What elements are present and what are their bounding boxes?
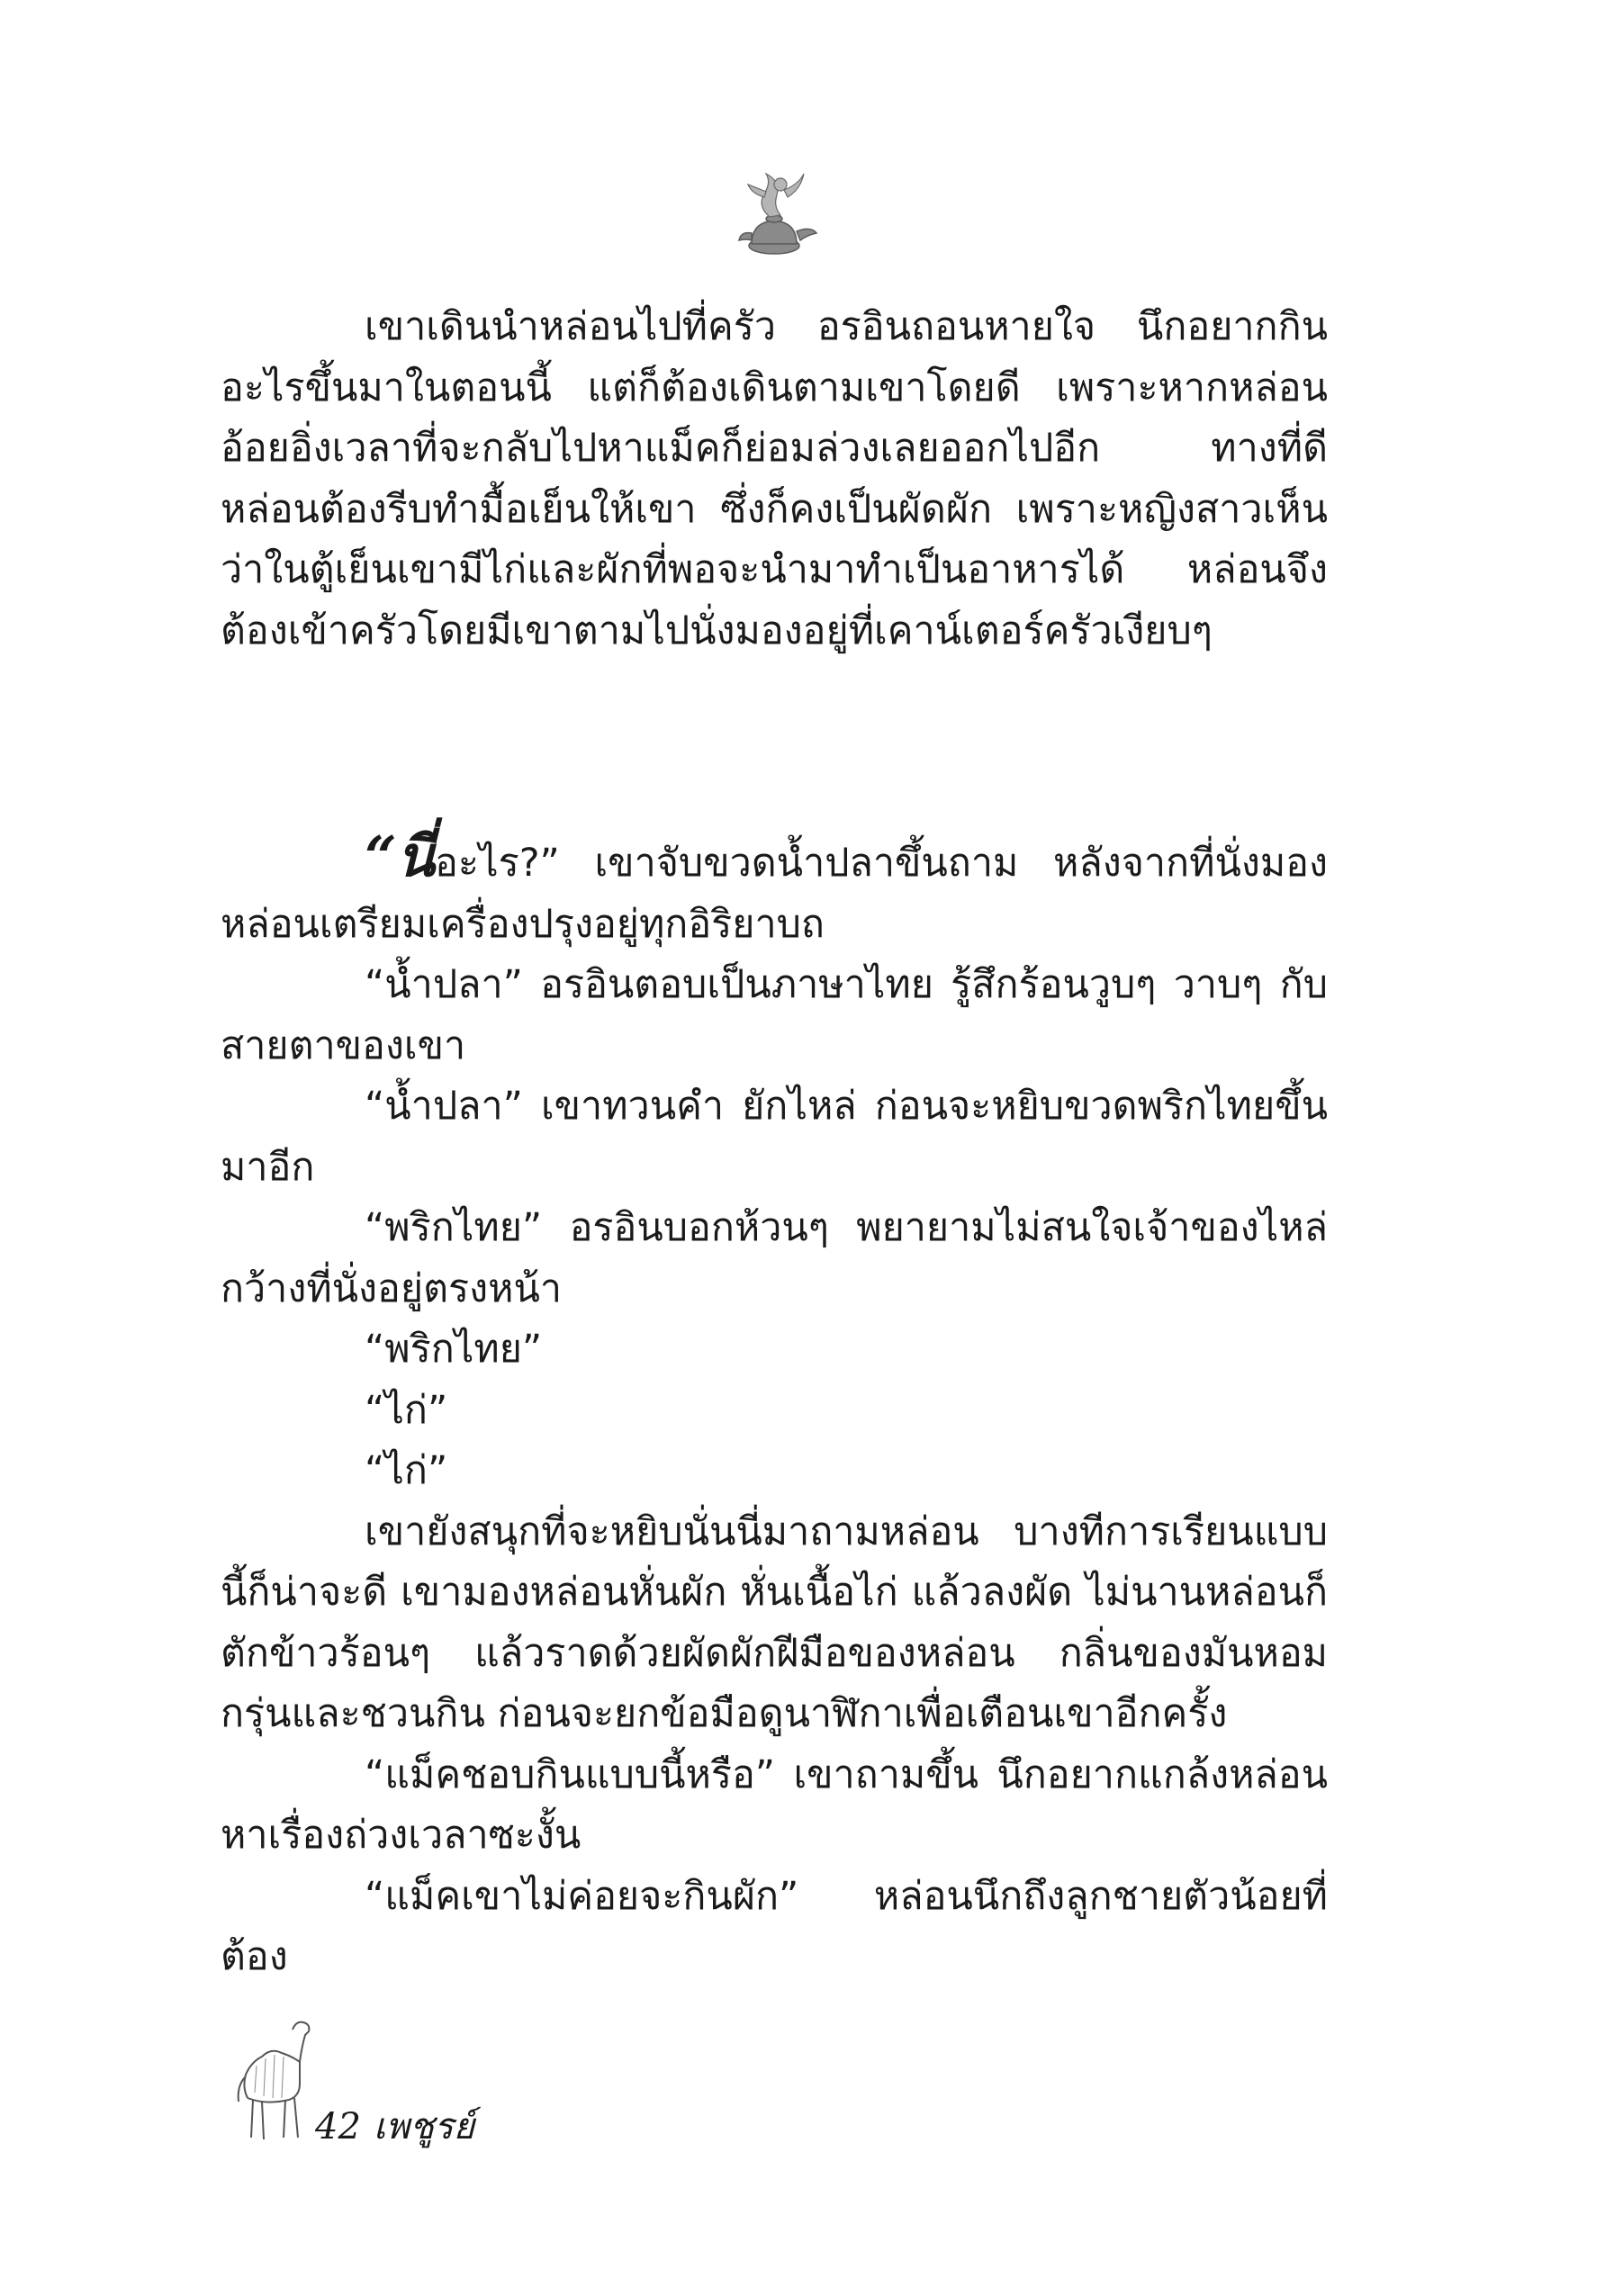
dialogue-opening-text: อะไร?” เขาจับขวดน้ำปลาขึ้นถาม หลังจากที่นั่งมองหล่อนเตรียมเครื่องปรุงอยู่ทุกอิริยาบถ <box>221 841 1328 947</box>
dialogue-line: “น้ำปลา” เขาทวนคำ ยักไหล่ ก่อนจะหยิบขวดพริกไทยขึ้นมาอีก <box>221 1084 1328 1190</box>
page-footer <box>315 2097 487 2155</box>
dialogue-line: “ไก่” <box>365 1387 448 1433</box>
lamp-ornament-icon <box>725 167 824 266</box>
camel-icon <box>230 2012 329 2147</box>
dialogue-line: เขายังสนุกที่จะหยิบนั่นนี่มาถามหล่อน บางทีการเรียนแบบนี้ก็น่าจะดี เขามองหล่อนหั่นผัก หั่นเนื้อไก่ แล้วลงผัด ไม่นานหล่อนก็ตักข้าวร้อนๆ แล้วราดด้วยผัดผักฝีมือของหล่อน กลิ่นของมันหอมกรุ่นและชวนกิน ก่อนจะยกข้อมือดูนาฬิกาเพื่อเตือนเขาอีกครั้ง <box>221 1508 1328 1736</box>
dialogue-line: “น้ำปลา” อรอินตอบเป็นภาษาไทย รู้สึกร้อนวูบๆ วาบๆ กับสายตาของเขา <box>221 962 1328 1068</box>
dialogue-line: “แม็คชอบกินแบบนี้หรือ” เขาถามขึ้น นึกอยากแกล้งหล่อนหาเรื่องถ่วงเวลาซะงั้น <box>221 1751 1328 1858</box>
dialogue-line: “พริกไทย” อรอินบอกห้วนๆ พยายามไม่สนใจเจ้าของไหล่กว้างที่นั่งอยู่ตรงหน้า <box>221 1205 1328 1311</box>
author-name: เพชูรย์ <box>373 2106 475 2147</box>
page-number: 42 <box>315 2106 361 2147</box>
drop-word: “นี่ <box>365 824 436 889</box>
dialogue-line: “ไก่” <box>365 1448 448 1493</box>
paragraph-1: เขาเดินนำหล่อนไปที่ครัว อรอินถอนหายใจ นึกอยากกินอะไรขึ้นมาในตอนนี้ แต่ก็ต้องเดินตามเขาโดยดี เพราะหากหล่อนอ้อยอิ่งเวลาที่จะกลับไปหาแม็คก็ย่อมล่วงเลยออกไปอีก ทางที่ดีหล่อนต้องรีบทำมื้อเย็นให้เขา ซึ่งก็คงเป็นผัดผัก เพราะหญิงสาวเห็นว่าในตู้เย็นเขามีไก่และผักที่พอจะนำมาทำเป็นอาหารได้ หล่อนจึงต้องเข้าครัวโดยมีเขาตามไปนั่งมองอยู่ที่เคาน์เตอร์ครัวเงียบๆ <box>221 304 1328 653</box>
dialogue-line: “แม็คเขาไม่ค่อยจะกินผัก” หล่อนนึกถึงลูกชายตัวน้อยที่ต้อง <box>221 1873 1328 1979</box>
dialogue-line: “พริกไทย” <box>365 1327 543 1372</box>
dialogue-opening <box>221 826 1328 955</box>
dialogue-section <box>221 826 1328 1988</box>
